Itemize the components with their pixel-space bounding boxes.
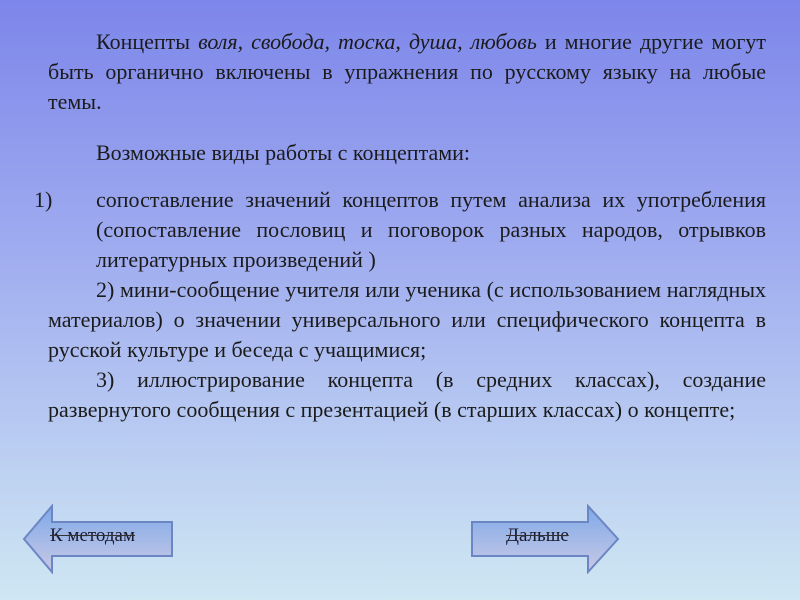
list-item-1-number: 1)	[34, 187, 53, 212]
next-button-label: Дальше	[506, 525, 569, 546]
list-item-1-text: сопоставление значений концептов путем анализа их употребления (сопоставление пословиц и поговорок разных народов, отрывков литературных произведений )	[96, 187, 766, 272]
concept-list: воля, свобода, тоска, душа, любовь	[198, 29, 537, 54]
back-button-label: К методам	[50, 525, 136, 546]
intro-suffix: и многие другие могут быть органично включены в упражнения по русскому языку на любые темы.	[48, 29, 767, 114]
intro-paragraph	[48, 27, 766, 117]
list-item-2: 2) мини-сообщение учителя или ученика (с использованием наглядных материалов) о значении универсального или специфического концепта в русской культуре и беседа с учащимися;	[48, 277, 766, 362]
back-to-methods-button[interactable]	[22, 504, 174, 574]
work-types-heading: Возможные виды работы с концептами:	[96, 140, 471, 165]
list-item-1	[34, 185, 766, 275]
work-types-list	[34, 185, 766, 425]
next-button[interactable]	[470, 504, 620, 574]
list-item-3: 3) иллюстрирование концепта (в средних классах), создание развернутого сообщения с презентацией (в старших классах) о концепте;	[48, 367, 766, 422]
intro-prefix: Концепты	[96, 29, 199, 54]
